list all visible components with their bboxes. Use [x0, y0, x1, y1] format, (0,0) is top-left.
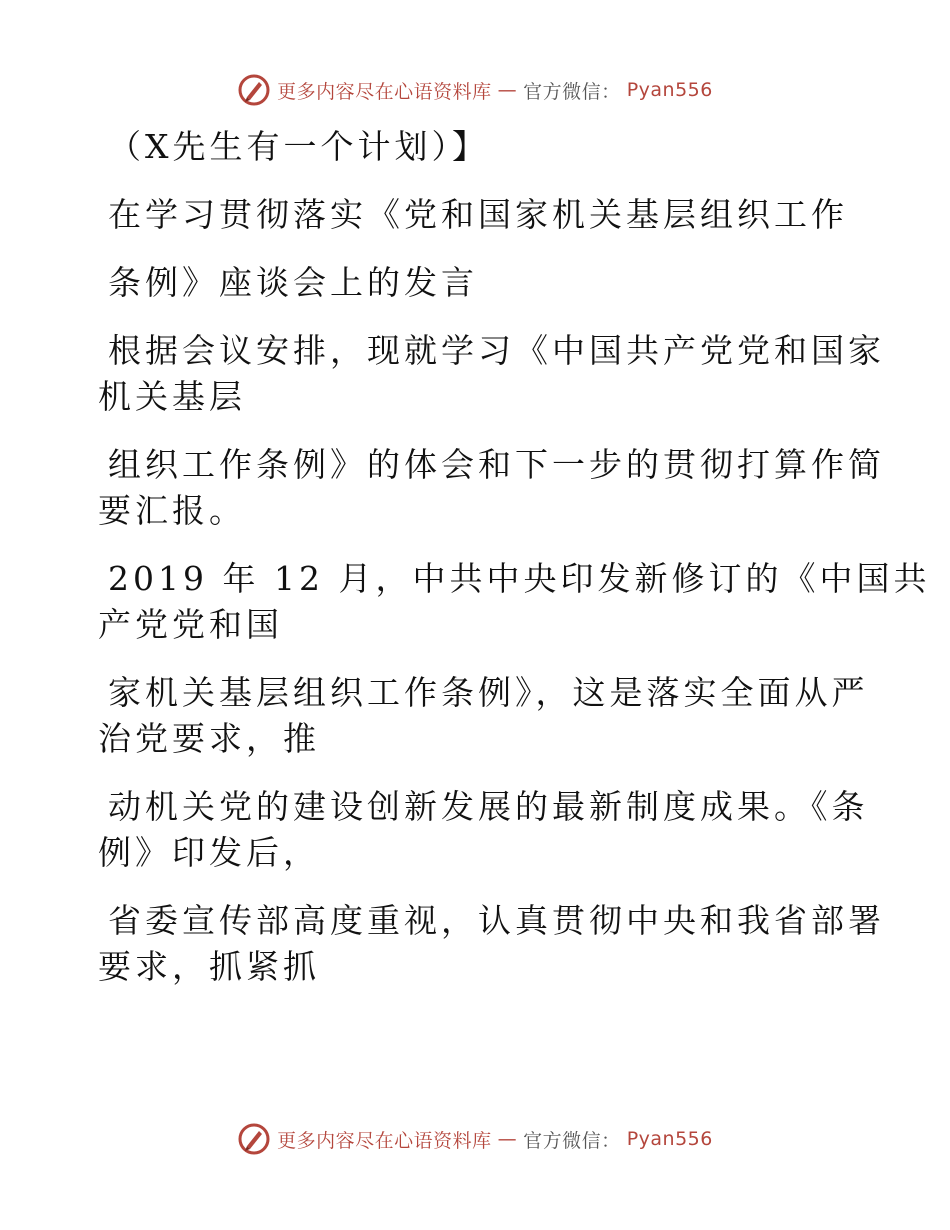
doc-line-11: 动机关党的建设创新发展的最新制度成果。《条	[108, 787, 869, 826]
watermark-banner-bottom	[0, 1119, 950, 1159]
doc-line-14: 要求，抓紧抓	[98, 947, 320, 986]
wechat-label: 官方微信：	[523, 80, 621, 103]
wechat-id: Pyan556	[626, 79, 713, 101]
doc-line-10: 治党要求，推	[98, 719, 320, 758]
doc-line-3: 根据会议安排，现就学习《中国共产党党和国家	[108, 331, 885, 370]
doc-line-12: 例》印发后，	[98, 833, 320, 872]
doc-line-6: 要汇报。	[98, 491, 246, 530]
doc-line-title-1: 在学习贯彻落实《党和国家机关基层组织工作	[108, 195, 848, 234]
doc-line-title-2: 条例》座谈会上的发言	[108, 263, 478, 302]
doc-line-8: 产党党和国	[98, 605, 283, 644]
watermark-banner-top	[0, 70, 950, 110]
doc-line-13: 省委宣传部高度重视，认真贯彻中央和我省部署	[108, 901, 885, 940]
doc-line-4: 机关基层	[98, 377, 246, 416]
pen-seal-icon	[237, 1122, 271, 1156]
doc-line-9: 家机关基层组织工作条例》，这是落实全面从严	[108, 673, 869, 712]
wechat-id: Pyan556	[626, 1128, 713, 1150]
wechat-label: 官方微信：	[523, 1129, 621, 1152]
doc-line-note: （X先生有一个计划）】	[108, 127, 489, 166]
pen-seal-icon	[237, 73, 271, 107]
watermark-dash: —	[497, 1128, 518, 1150]
watermark-dash: —	[497, 79, 518, 101]
watermark-text: 更多内容尽在心语资料库	[277, 80, 492, 103]
doc-line-7: 2019 年 12 月，中共中央印发新修订的《中国共	[108, 559, 931, 598]
doc-line-5: 组织工作条例》的体会和下一步的贯彻打算作简	[108, 445, 885, 484]
document-body	[98, 124, 931, 990]
watermark-text: 更多内容尽在心语资料库	[277, 1129, 492, 1152]
